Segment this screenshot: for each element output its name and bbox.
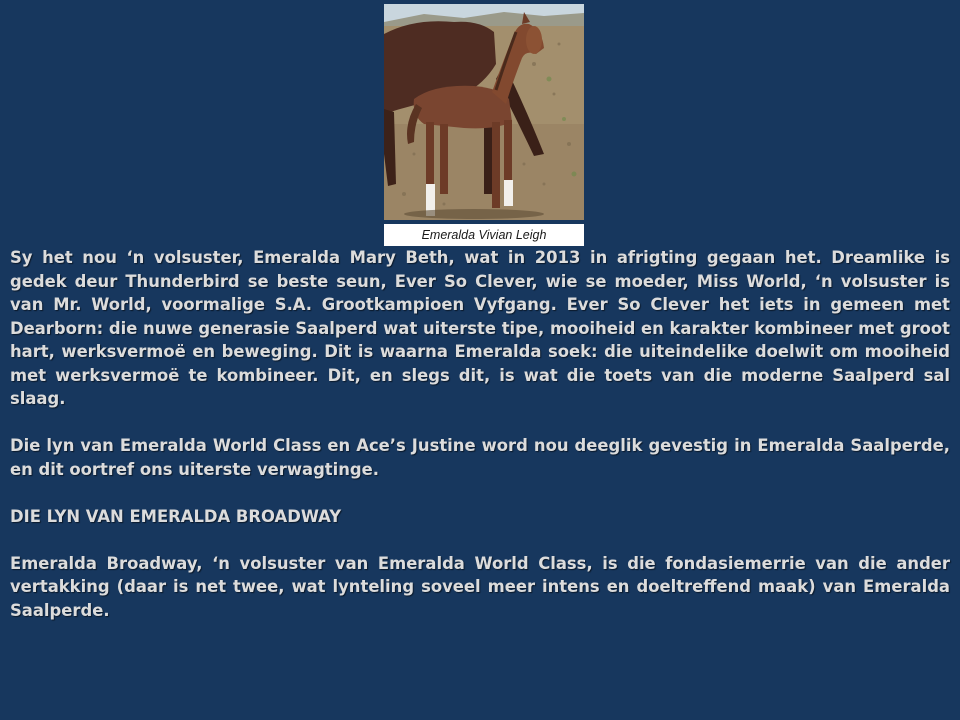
paragraph-1: Sy het nou ‘n volsuster, Emeralda Mary Beth, wat in 2013 in afrigting gegaan het. Dreamlike is gedek deur Thunderbird se beste seun, Ever So Clever, wie se moeder, Miss World, ‘n volsuster is van Mr. World, voormalige S.A. Grootkampioen Vyfgang. Ever So Clever het iets in gemeen met Dearborn: die nuwe generasie Saalperd wat uiterste tipe, mooiheid en karakter kombineer met groot hart, werksvermoë en beweging. Dit is waarna Emeralda soek: die uiteindelike doelwit om mooiheid met werksvermoë te kombineer. Dit, en slegs dit, is wat die toets van die moderne Saalperd sal slaag. [10, 248, 951, 408]
body-text [10, 246, 950, 646]
horse-foal-photo [384, 4, 584, 220]
section-heading: DIE LYN VAN EMERALDA BROADWAY [10, 506, 342, 526]
paragraph-2: Die lyn van Emeralda World Class en Ace’s Justine word nou deeglik gevestig in Emeralda Saalperde, en dit oortref ons uiterste verwagtinge. [10, 436, 950, 479]
photo-caption: Emeralda Vivian Leigh [384, 224, 584, 246]
paragraph-3: Emeralda Broadway, ‘n volsuster van Emeralda World Class, is die fondasiemerrie van die ander vertakking (daar is net twee, wat lynteling soveel meer intens en doeltreffend maak) van Emeralda Saalperde. [10, 553, 950, 620]
